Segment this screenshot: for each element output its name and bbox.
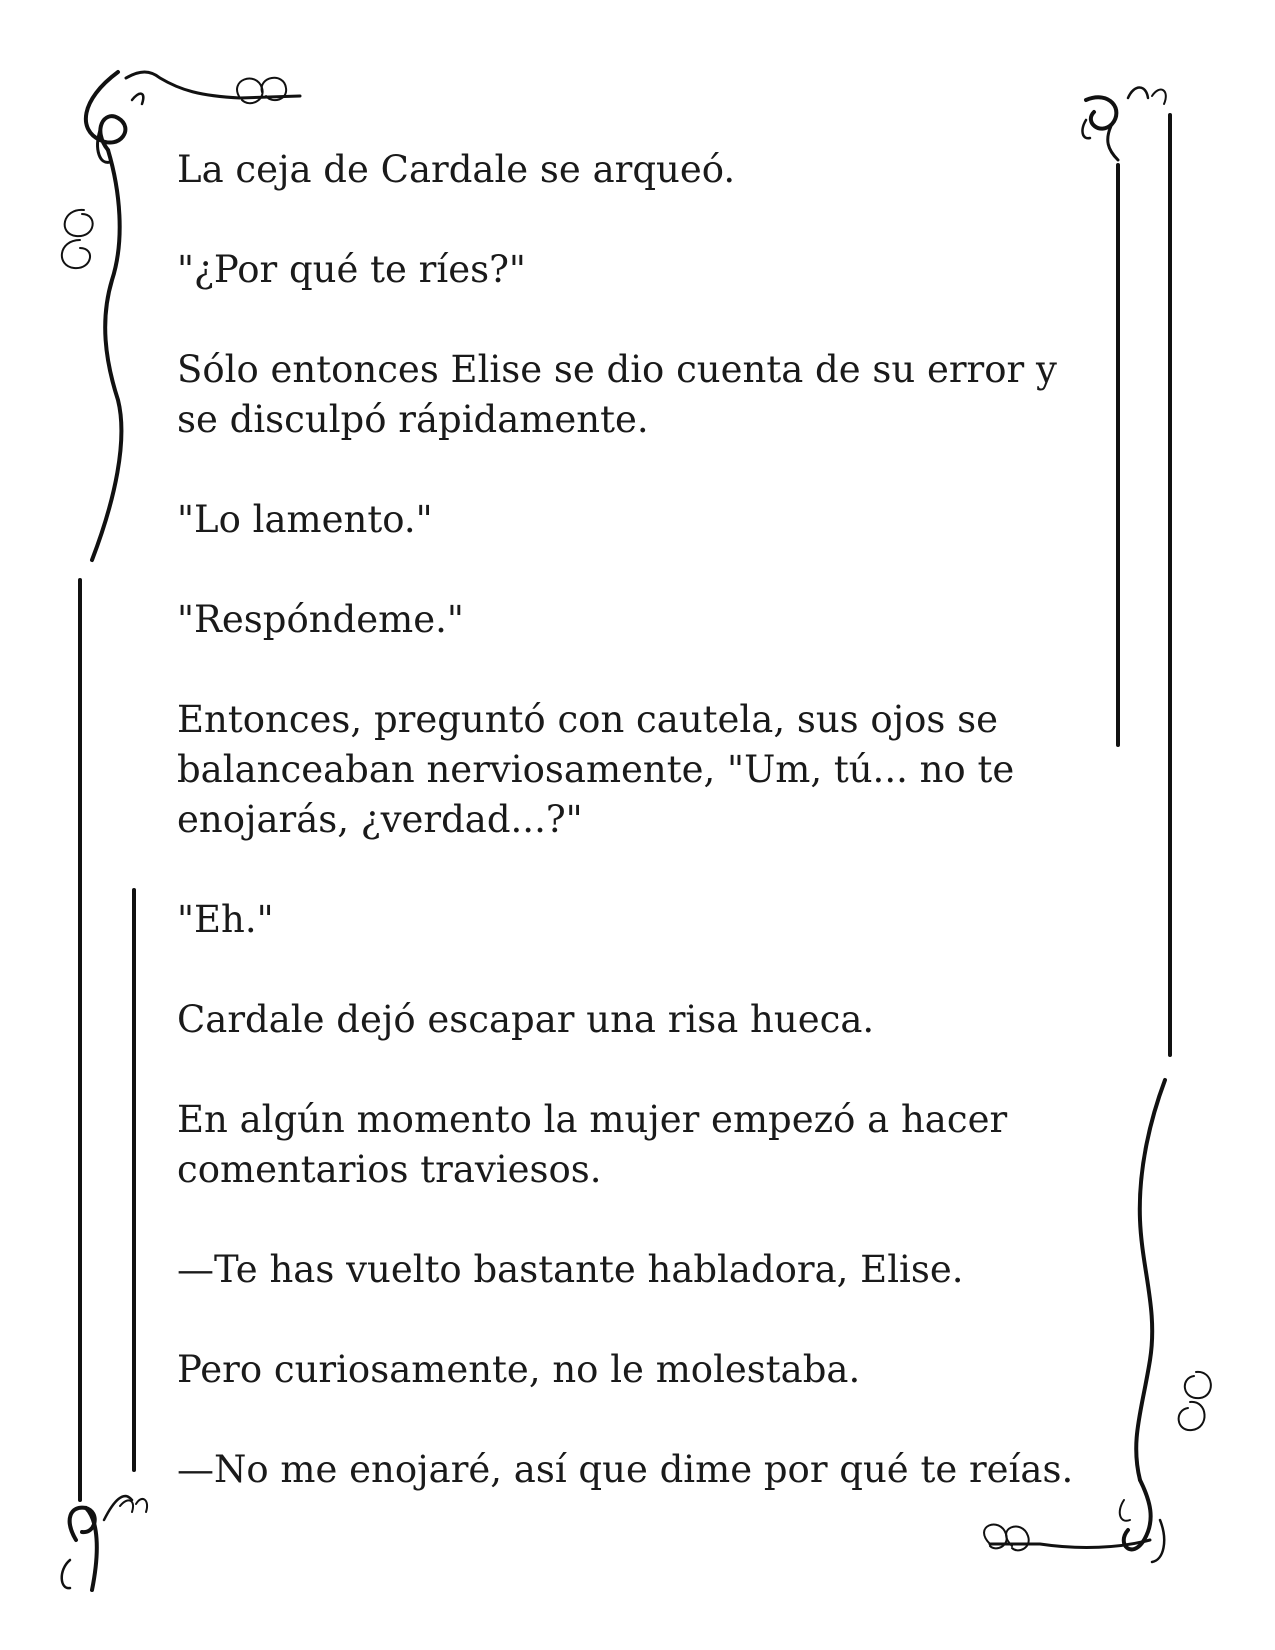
paragraph bbox=[177, 595, 1097, 645]
paragraph bbox=[177, 1345, 1097, 1395]
text-line: balanceaban nerviosamente, "Um, tú... no te bbox=[177, 748, 1015, 791]
paragraph bbox=[177, 1245, 1097, 1295]
text-line: —No me enojaré, así que dime por qué te reías. bbox=[177, 1448, 1074, 1491]
paragraph bbox=[177, 1095, 1097, 1195]
paragraph bbox=[177, 495, 1097, 545]
text-line: "¿Por qué te ríes?" bbox=[177, 248, 526, 291]
paragraph bbox=[177, 145, 1097, 195]
text-line: "Eh." bbox=[177, 898, 274, 941]
text-line: La ceja de Cardale se arqueó. bbox=[177, 148, 736, 191]
text-line: Sólo entonces Elise se dio cuenta de su error y bbox=[177, 348, 1057, 391]
body-text bbox=[177, 145, 1097, 1545]
text-line: enojarás, ¿verdad...?" bbox=[177, 798, 583, 841]
text-line: Entonces, preguntó con cautela, sus ojos se bbox=[177, 698, 999, 741]
text-line: se disculpó rápidamente. bbox=[177, 398, 649, 441]
bottom-left-flourish bbox=[62, 1496, 147, 1590]
paragraph bbox=[177, 345, 1097, 445]
text-line: Cardale dejó escapar una risa hueca. bbox=[177, 998, 875, 1041]
text-line: "Respóndeme." bbox=[177, 598, 464, 641]
paragraph bbox=[177, 1445, 1097, 1495]
text-line: —Te has vuelto bastante habladora, Elise. bbox=[177, 1248, 964, 1291]
paragraph bbox=[177, 245, 1097, 295]
paragraph bbox=[177, 695, 1097, 845]
paragraph bbox=[177, 895, 1097, 945]
text-line: Pero curiosamente, no le molestaba. bbox=[177, 1348, 861, 1391]
text-line: "Lo lamento." bbox=[177, 498, 433, 541]
text-line: En algún momento la mujer empezó a hacer bbox=[177, 1098, 1008, 1141]
paragraph bbox=[177, 995, 1097, 1045]
text-line: comentarios traviesos. bbox=[177, 1148, 602, 1191]
